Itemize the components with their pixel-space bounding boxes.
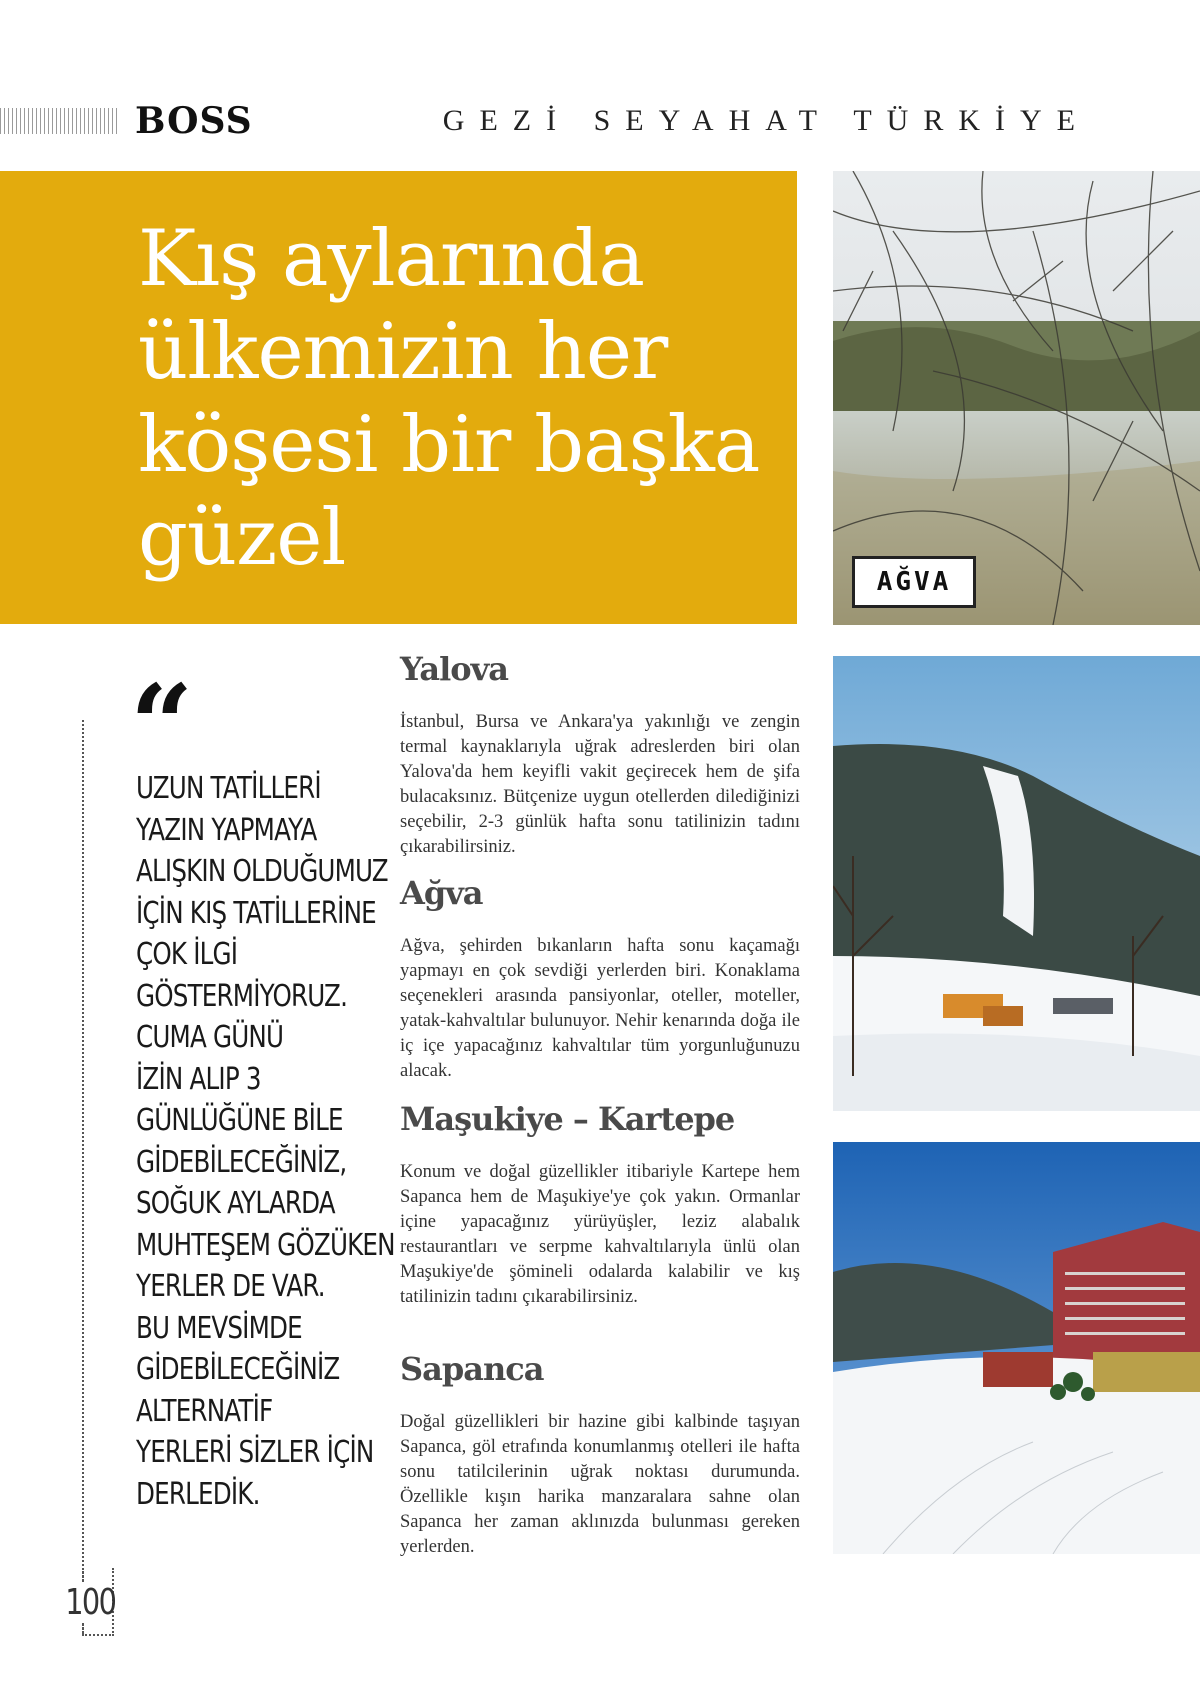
pull-quote-line: İZİN ALIP 3 <box>136 1061 261 1097</box>
article-title: Sapanca <box>400 1350 544 1388</box>
pull-quote-line: CUMA GÜNÜ <box>136 1020 284 1055</box>
article-title: Yalova <box>400 650 508 688</box>
pull-quote-line: DERLEDİK. <box>136 1476 260 1512</box>
pull-quote-line: GİDEBİLECEĞİNİZ, <box>136 1144 347 1180</box>
pull-quote-line: GÜNLÜĞÜNE BİLE <box>136 1103 343 1138</box>
article-body: İstanbul, Bursa ve Ankara'ya yakınlığı ve zengin termal kaynaklarıyla uğrak adreslerden biri olan Yalova'da hem keyifli vakit geçirecek hem de şifa bulacaksınız. Bütçenize uygun otellerden dilediğinizi seçebilir, 2-3 günlük hafta sonu tatilinizin tadını çıkarabilirsiniz. <box>400 712 800 857</box>
pull-quote-line: UZUN TATİLLERİ <box>136 771 321 806</box>
pull-quote-line: GÖSTERMİYORUZ. <box>136 978 348 1014</box>
pull-quote-line: YERLER DE VAR. <box>136 1269 325 1304</box>
hero-title: Kış aylarında ülkemizin her köşesi bir başka güzel <box>138 214 760 583</box>
brand-logo: BOSS <box>135 100 253 142</box>
section-label: GEZİ SEYAHAT TÜRKİYE <box>442 104 1090 137</box>
photo-caption-agva: AĞVA <box>852 556 976 608</box>
pull-quote-line: İÇİN KIŞ TATİLLERİNE <box>136 895 376 931</box>
article-title: Maşukiye – Kartepe <box>400 1100 735 1138</box>
pull-quote-line: GİDEBİLECEĞİNİZ <box>136 1352 340 1387</box>
pull-quote-line: ALTERNATİF <box>136 1393 273 1429</box>
pull-quote <box>136 768 395 1515</box>
article-title: Ağva <box>400 874 483 912</box>
quote-dotted-line <box>82 720 110 1634</box>
pull-quote-line: BU MEVSİMDE <box>136 1310 302 1346</box>
quote-mark-icon: “ <box>130 660 194 789</box>
pull-quote-line: ÇOK İLGİ <box>136 937 238 972</box>
pull-quote-line: YAZIN YAPMAYA <box>136 812 317 848</box>
article-body: Doğal güzellikleri bir hazine gibi kalbinde taşıyan Sapanca, göl etrafında konumlanmış otelleri ile hafta sonu tatilcilerinin uğrak noktası durumunda. Özellikle kışın harika manzaralara sahne olan Sapanca her zaman aklınızda bulunması gereken yerlerden. <box>400 1412 800 1557</box>
article-masukiye-kartepe <box>400 1100 800 1310</box>
pull-quote-line: SOĞUK AYLARDA <box>136 1186 335 1221</box>
page-number: 100 <box>65 1582 116 1623</box>
hero-title-block <box>0 171 797 624</box>
article-yalova <box>400 650 800 860</box>
article-body: Konum ve doğal güzellikler itibariyle Kartepe hem Sapanca hem de Maşukiye'ye çok yakın. Ormanlar içine yapacağınız yürüyüşler, leziz alabalık restaurantları ve serpme kahvaltılarıyla ünlü olan Maşukiye'de şömineli odalarda kalabilir ve kış tatilinizin tadını çıkarabilirsiniz. <box>400 1162 800 1307</box>
header-rule-lines <box>0 108 120 134</box>
pull-quote-line: MUHTEŞEM GÖZÜKEN <box>136 1227 395 1263</box>
pull-quote-line: ALIŞKIN OLDUĞUMUZ <box>136 854 388 889</box>
photo-ski-resort <box>833 1142 1200 1554</box>
photo-ski-slope <box>833 656 1200 1111</box>
article-agva <box>400 874 800 1084</box>
pull-quote-line: YERLERİ SİZLER İÇİN <box>136 1435 374 1470</box>
article-body: Ağva, şehirden bıkanların hafta sonu kaçamağı yapmayı en çok sevdiği yerlerden biri. Konaklama seçenekleri arasında pansiyonlar, oteller, moteller, yatak-kahvaltılar bulunuyor. Nehir kenarında doğa ile iç içe yapacağınız kahvaltılar tüm yorgunluğunuzu alacak. <box>400 936 800 1081</box>
article-sapanca <box>400 1350 800 1560</box>
